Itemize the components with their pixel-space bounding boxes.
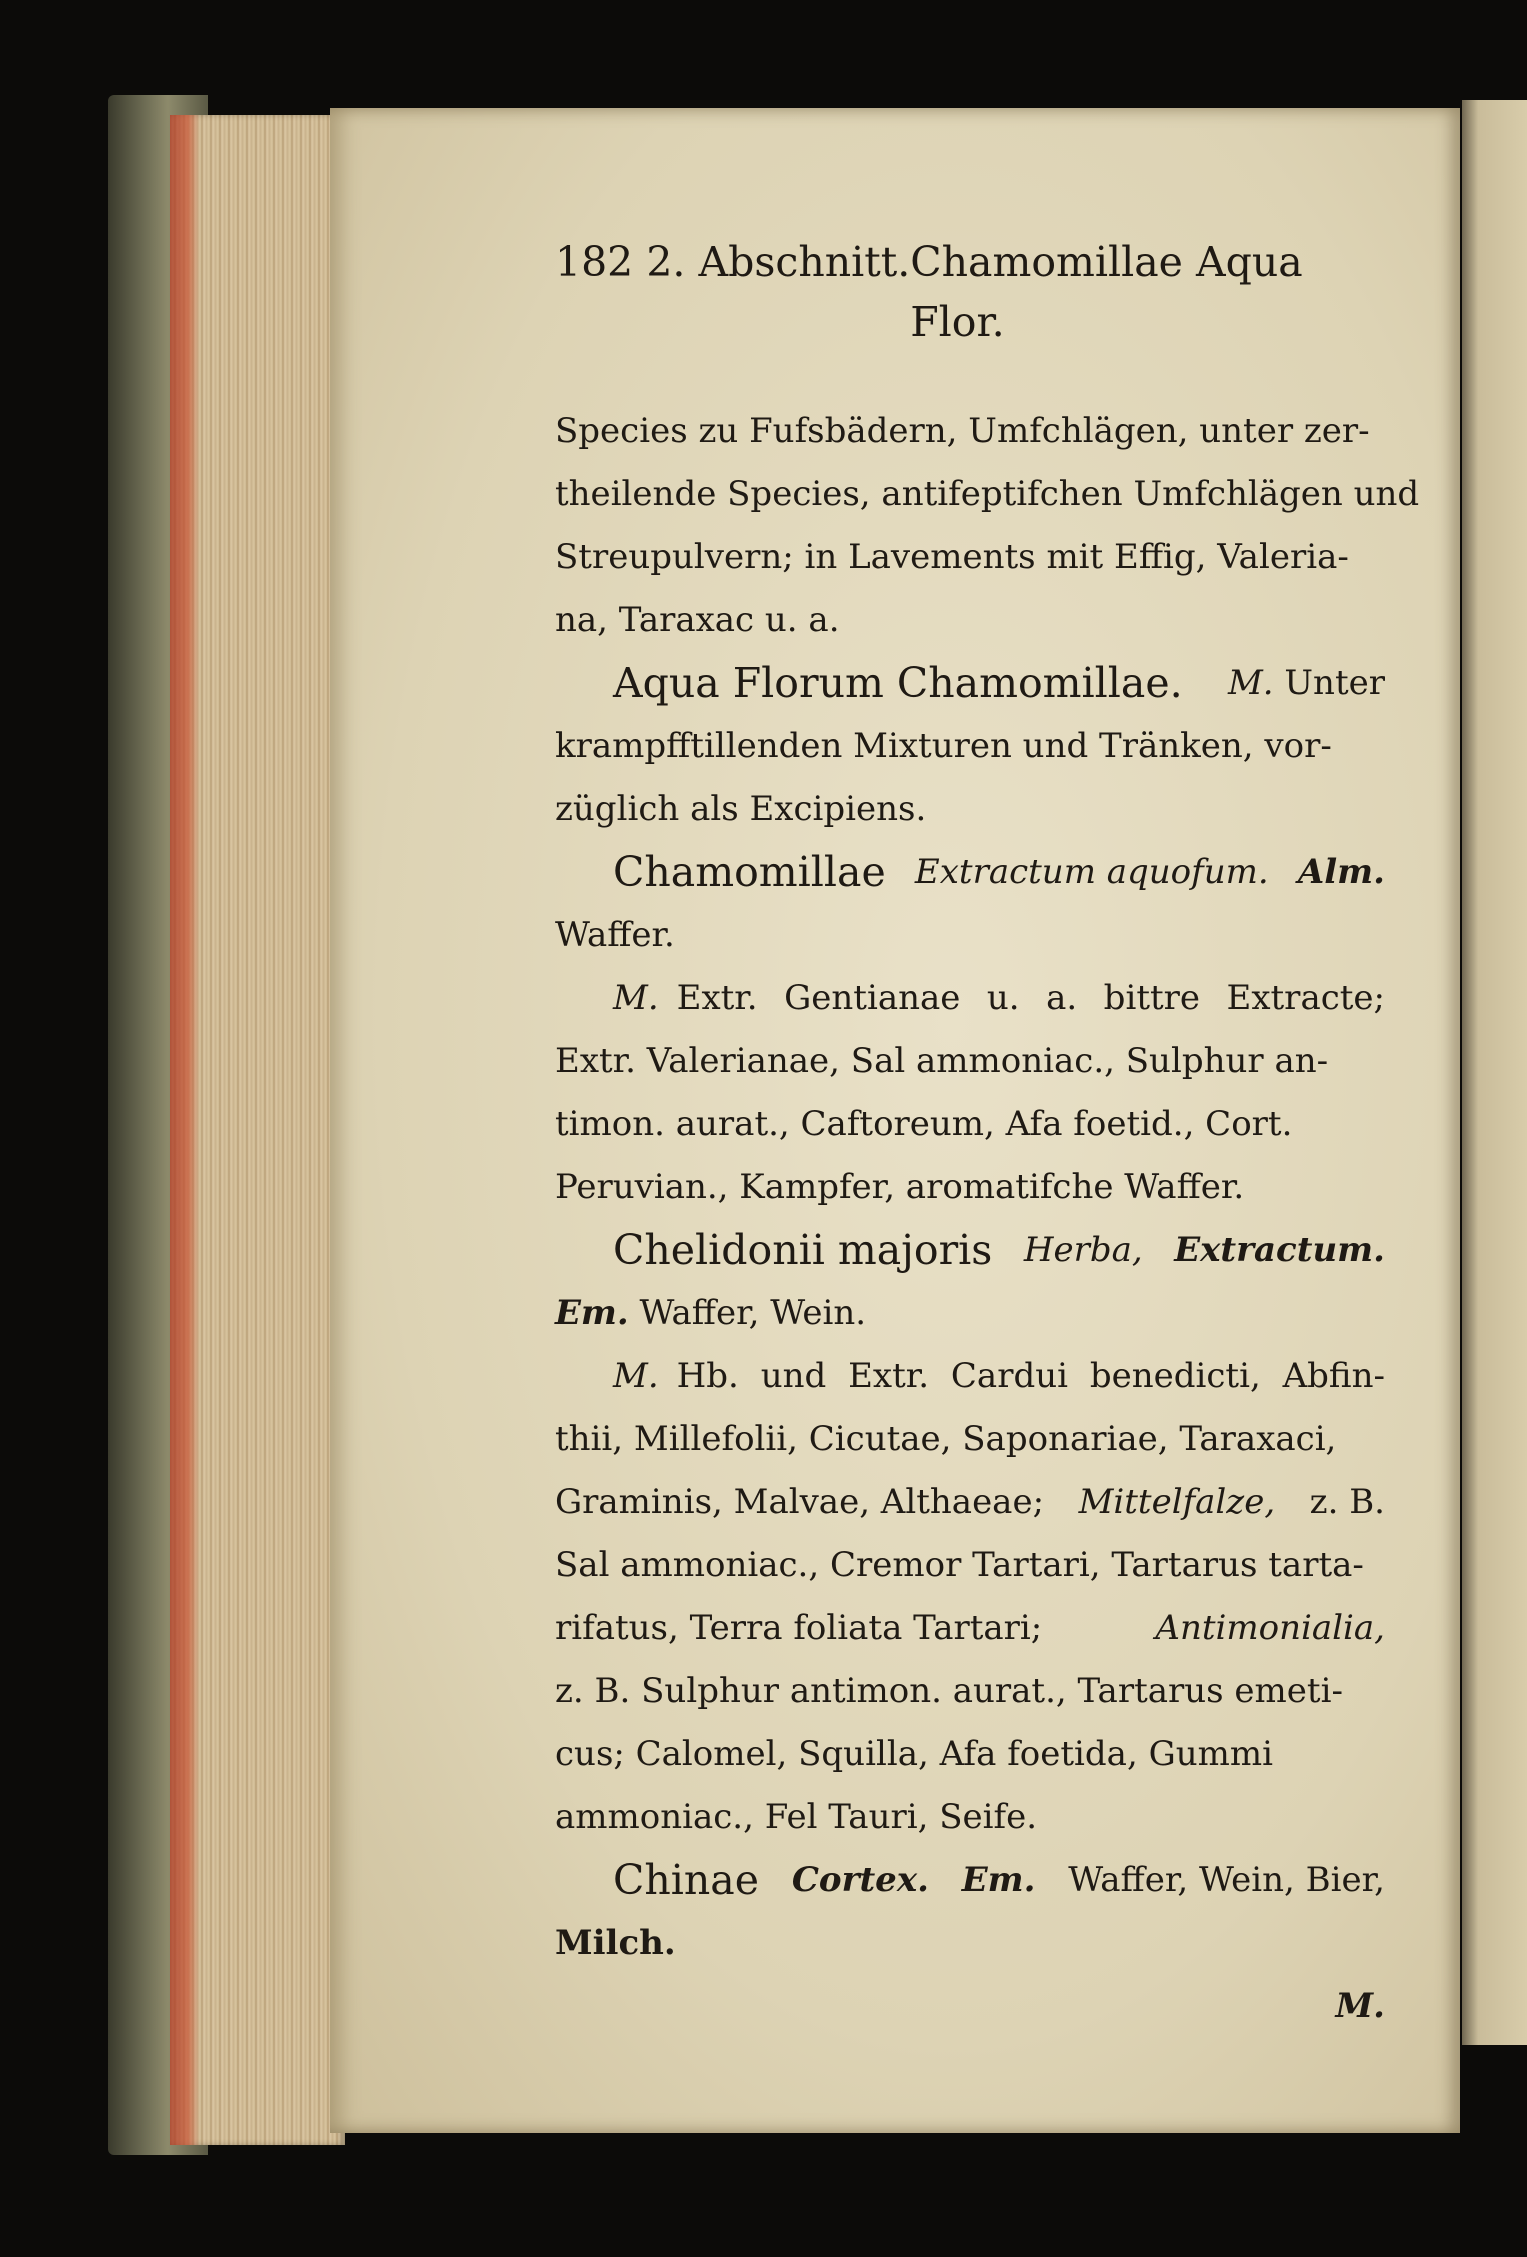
text-line: Hb. und Extr. Cardui benedicti, Abfin- [676,1356,1385,1396]
source-abbr: Em. [555,1293,629,1333]
running-title: Chamomillae Aqua Flor. [910,238,1303,346]
source-abbr: Em. [961,1860,1036,1900]
text-line: cus; Calomel, Squilla, Afa foetida, Gummi [555,1734,1273,1774]
italic-term: Antimonialia, [1155,1608,1385,1648]
section-label: 2. Abschnitt. [646,238,911,286]
text-line: theilende Species, antifeptifchen Umfchlägen und [555,474,1420,514]
entry-head: Chamomillae [613,848,886,896]
page-edges [170,115,345,2145]
entry-chamomillae-extract [555,841,1385,967]
text-line: Waffer, Wein, Bier, [1068,1860,1385,1900]
page-number: 182 [555,238,634,286]
text-line: thii, Millefolii, Cicutae, Saponariae, Taraxaci, [555,1419,1337,1459]
text-line: Streupulvern; in Lavements mit Effig, Valeria- [555,537,1349,577]
paragraph-mixtures-1 [555,967,1385,1219]
entry-aqua-florum [555,652,1385,841]
text-line: ammoniac., Fel Tauri, Seife. [555,1797,1038,1837]
text-line: Sal ammoniac., Cremor Tartari, Tartarus tarta- [555,1545,1364,1585]
entry-form: Extractum aquofum. [914,852,1269,892]
source-abbr: M. [1227,663,1274,703]
entry-form-2: Extractum. [1174,1230,1385,1270]
paragraph-mixtures-2 [555,1345,1385,1849]
entry-head: Aqua Florum Chamomillae. [613,659,1183,707]
text-line: Peruvian., Kampfer, aromatifche Waffer. [555,1167,1245,1207]
paragraph-species [555,400,1420,652]
text-line: rifatus, Terra foliata Tartari; [555,1608,1043,1648]
text-line: Extr. Gentianae u. a. bittre Extracte; [676,978,1385,1018]
text-line: Milch. [555,1923,676,1963]
text-line: Waffer. [555,915,675,955]
source-abbr: Alm. [1297,852,1385,892]
text-line: z. B. Sulphur antimon. aurat., Tartarus emeti- [555,1671,1343,1711]
entry-head: Chinae [613,1856,760,1904]
text-line: Graminis, Malvae, Althaeae; [555,1482,1045,1522]
text-line: züglich als Excipiens. [555,789,927,829]
catchword: M. [1335,1986,1385,2026]
entry-chelidonii [555,1219,1385,1345]
page-text [555,232,1420,2038]
facing-page-edge [1462,100,1527,2045]
text-line: na, Taraxac u. a. [555,600,840,640]
text-line: Waffer, Wein. [639,1293,867,1333]
text-fragment: z. B. [1309,1482,1385,1522]
mixture-abbr: M. [613,1356,659,1396]
text-line: Extr. Valerianae, Sal ammoniac., Sulphur an- [555,1041,1329,1081]
italic-term: Mittelfalze, [1078,1482,1276,1522]
entry-form: Cortex. [791,1860,929,1900]
entry-chinae [555,1849,1385,1975]
text-line: krampfftillenden Mixturen und Tränken, vor- [555,726,1332,766]
text-line: Species zu Fufsbädern, Umfchlägen, unter zer- [555,411,1370,451]
text-line: timon. aurat., Caftoreum, Afa foetid., Cort. [555,1104,1293,1144]
running-header [555,232,1385,352]
mixture-abbr: M. [613,978,659,1018]
text-line: Unter [1284,663,1385,703]
entry-head: Chelidonii majoris [613,1226,993,1274]
entry-form: Herba, [1023,1230,1143,1270]
